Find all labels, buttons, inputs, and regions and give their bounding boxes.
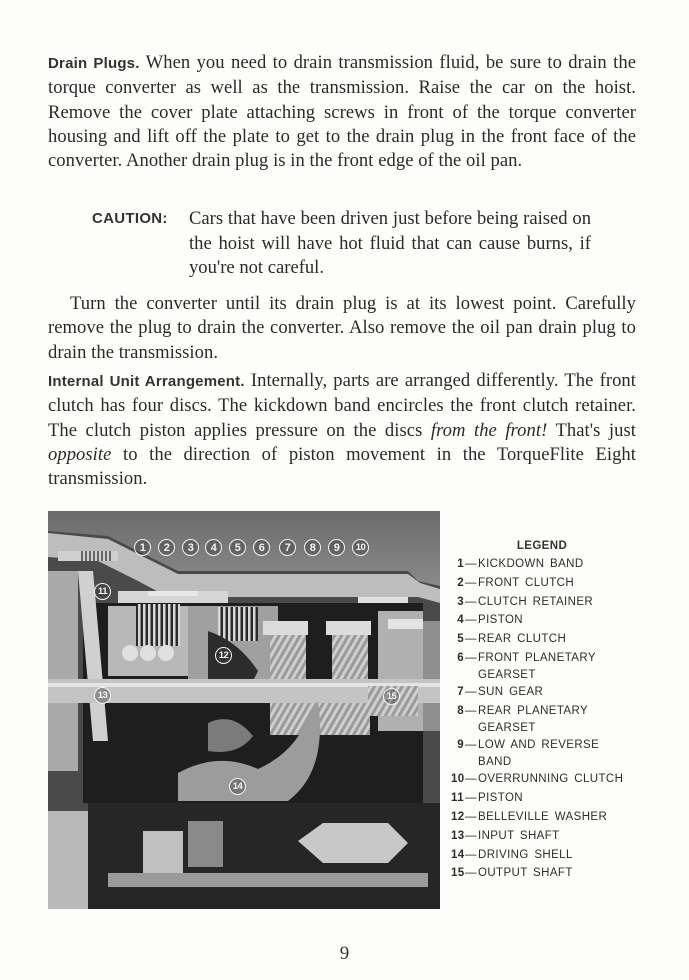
drain-plugs-heading: Drain Plugs. xyxy=(48,55,140,72)
callout-9: 9 xyxy=(328,539,345,556)
legend-item xyxy=(451,555,671,574)
legend-item xyxy=(451,864,671,883)
callout-8: 8 xyxy=(304,539,321,556)
legend-item-label-line: OVERRUNNING CLUTCH xyxy=(478,773,624,786)
legend-item-label xyxy=(478,630,648,649)
legend-item-dash: — xyxy=(465,773,477,786)
callout-5: 5 xyxy=(229,539,246,556)
legend-item-number: 11 xyxy=(451,792,464,805)
page-number: 9 xyxy=(339,943,350,964)
legend-item-label-line: PISTON xyxy=(478,792,524,805)
legend-item-dash: — xyxy=(465,614,477,627)
internal-unit-paragraph xyxy=(48,369,636,491)
legend-item xyxy=(451,683,671,702)
legend-item-label xyxy=(478,593,648,612)
legend-item-label xyxy=(478,574,648,593)
legend-item-label xyxy=(478,789,648,808)
legend-item-number: 13 xyxy=(451,829,465,842)
legend-item-label xyxy=(478,683,648,702)
callout-13: 13 xyxy=(94,687,111,704)
legend-item xyxy=(451,770,671,789)
legend-item-number: 15 xyxy=(451,867,465,880)
legend-item-label-line-2: GEARSET xyxy=(478,668,536,681)
legend-item xyxy=(451,611,671,630)
callout-6: 6 xyxy=(253,539,270,556)
legend-item-label xyxy=(478,649,648,683)
legend-item-label xyxy=(478,770,648,789)
legend-item-label-line: KICKDOWN BAND xyxy=(478,558,584,570)
legend-item xyxy=(451,789,671,808)
legend-item-number: 1 xyxy=(457,558,464,570)
legend-item-dash: — xyxy=(465,595,477,608)
legend-item-dash: — xyxy=(465,704,477,717)
legend-item xyxy=(451,808,671,827)
legend-item xyxy=(451,574,671,593)
legend-item-label xyxy=(478,736,648,770)
internal-unit-italic-b: opposite xyxy=(48,443,112,465)
transmission-cutaway-figure xyxy=(48,511,440,909)
legend-item-label xyxy=(478,827,648,846)
internal-unit-text-a: Internally, parts are arranged differently. The front clutch has four discs. The kickdown band encircles the front clutch retainer. The clutch piston applies pressure on the discs xyxy=(48,370,636,441)
legend-item-label-line: SUN GEAR xyxy=(478,686,544,699)
callout-1: 1 xyxy=(134,539,151,556)
legend-item-label xyxy=(478,555,648,574)
legend-item-label-line-2: BAND xyxy=(478,755,512,768)
legend-item-dash: — xyxy=(465,558,477,570)
legend-item-dash: — xyxy=(465,651,477,664)
legend-item-dash: — xyxy=(465,848,477,861)
legend-item-label xyxy=(478,702,648,736)
legend-item-label-line-2: GEARSET xyxy=(478,721,536,734)
legend-item-label-line: OUTPUT SHAFT xyxy=(478,867,573,880)
legend-item-label-line: PISTON xyxy=(478,614,524,627)
legend-item-number: 2 xyxy=(457,576,464,589)
legend-item-dash: — xyxy=(465,829,477,842)
legend-item-label-line: REAR PLANETARY xyxy=(478,704,589,717)
legend-item-label-line: BELLEVILLE WASHER xyxy=(478,810,608,823)
legend-item-number: 8 xyxy=(457,704,464,717)
callout-10: 10 xyxy=(352,539,369,556)
drain-plugs-paragraph xyxy=(48,51,636,173)
legend-item xyxy=(451,827,671,846)
transmission-cutaway-illustration xyxy=(48,511,440,909)
legend-item-dash: — xyxy=(465,576,477,589)
caution-text: Cars that have been driven just before being raised on the hoist will have hot fluid that can cause burns, if you're not careful. xyxy=(189,208,591,279)
legend-item-label xyxy=(478,611,648,630)
callout-11: 11 xyxy=(94,583,111,600)
legend-item-label-line: REAR CLUTCH xyxy=(478,633,567,646)
internal-unit-italic-a: from the front! xyxy=(430,419,548,441)
callout-7: 7 xyxy=(279,539,296,556)
legend-item-dash: — xyxy=(465,810,477,823)
callout-2: 2 xyxy=(158,539,175,556)
legend-item xyxy=(451,630,671,649)
legend-item-label xyxy=(478,864,648,883)
legend-title: LEGEND xyxy=(516,540,568,552)
legend-item-number: 3 xyxy=(457,595,464,608)
internal-unit-heading: Internal Unit Arrangement. xyxy=(48,373,245,390)
caution-label: CAUTION: xyxy=(92,210,168,227)
legend-item xyxy=(451,593,671,612)
legend-item-dash: — xyxy=(465,686,477,699)
legend-item-label xyxy=(478,808,648,827)
legend-item-label-line: CLUTCH RETAINER xyxy=(478,595,594,608)
legend-item-label-line: INPUT SHAFT xyxy=(478,829,560,842)
legend-item-number: 10 xyxy=(451,773,465,786)
legend-item-label-line: FRONT CLUTCH xyxy=(478,576,575,589)
legend-item xyxy=(451,649,671,683)
legend-item xyxy=(451,846,671,865)
legend-item xyxy=(451,736,671,770)
legend-item-label-line: FRONT PLANETARY xyxy=(478,651,596,664)
legend-item-number: 14 xyxy=(451,848,465,861)
legend-item-dash: — xyxy=(465,633,477,646)
callout-12: 12 xyxy=(215,647,232,664)
callout-15: 15 xyxy=(383,688,400,705)
drain-plugs-text: When you need to drain transmission fluid, be sure to drain the torque converter as well as the transmission. Raise the car on the hoist. Remove the cover plate attaching screws in front of the torque converter housing and lift off the plate to get to the drain plug in the front face of the converter. Another drain plug is in the front edge of the oil pan. xyxy=(48,52,636,172)
legend-item-number: 12 xyxy=(451,810,465,823)
legend-item-number: 6 xyxy=(457,651,464,664)
legend-item-label xyxy=(478,846,648,865)
legend-item-label-line: DRIVING SHELL xyxy=(478,848,573,861)
legend-item-number: 5 xyxy=(457,633,464,646)
legend-item-dash: — xyxy=(465,867,477,880)
legend-item-dash: — xyxy=(465,739,477,752)
legend-item-dash: — xyxy=(465,792,477,805)
turn-converter-paragraph: Turn the converter until its drain plug is at its lowest point. Carefully remove the plug to drain the converter. Also remove the oil pan drain plug to drain the transmission. xyxy=(48,293,636,363)
callout-4: 4 xyxy=(205,539,222,556)
legend-items xyxy=(451,555,671,883)
legend-item xyxy=(451,702,671,736)
callout-3: 3 xyxy=(182,539,199,556)
internal-unit-text-b: That's just xyxy=(547,419,636,441)
legend-item-label-line: LOW AND REVERSE xyxy=(478,739,600,752)
legend-item-number: 4 xyxy=(457,614,464,627)
legend-item-number: 7 xyxy=(457,686,464,699)
internal-unit-text-c: to the direction of piston movement in the TorqueFlite Eight transmission. xyxy=(48,443,636,490)
legend-item-number: 9 xyxy=(457,739,464,752)
figure-legend xyxy=(451,540,671,883)
callout-14: 14 xyxy=(229,778,246,795)
